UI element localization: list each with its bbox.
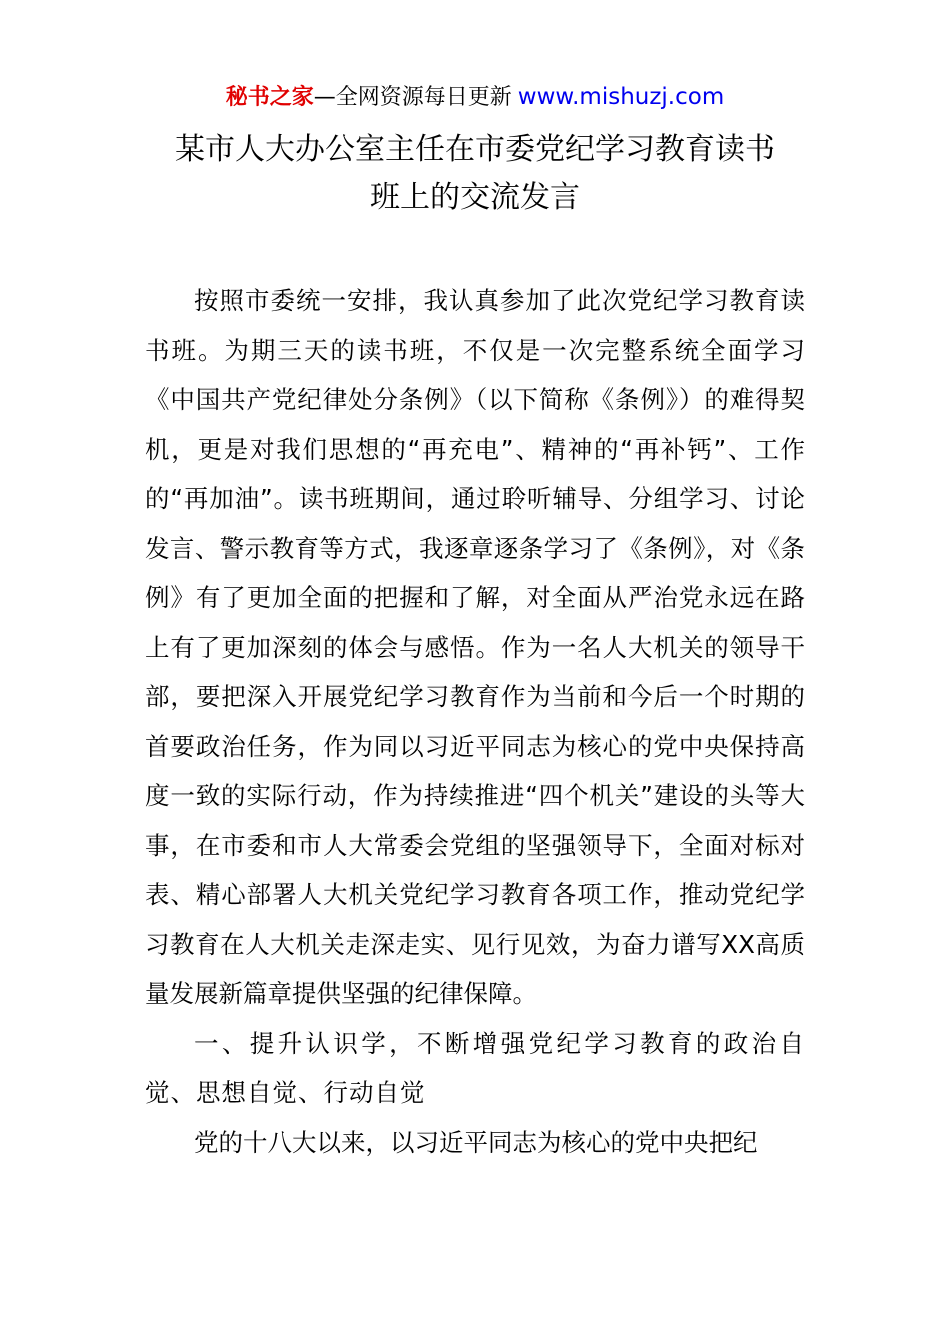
document-body bbox=[145, 276, 805, 1167]
section-heading-1: 一、提升认识学，不断增强党纪学习教育的政治自觉、思想自觉、行动自觉 bbox=[145, 1028, 805, 1107]
body-paragraph-2: 党的十八大以来，以习近平同志为核心的党中央把纪 bbox=[194, 1127, 758, 1157]
site-header bbox=[0, 82, 950, 113]
body-paragraph-1: 按照市委统一安排，我认真参加了此次党纪学习教育读书班。为期三天的读书班，不仅是一次完整系统全面学习《中国共产党纪律处分条例》（以下简称《条例》）的难得契机，更是对我们思想的“再充电”、精神的“再补钙”、工作的“再加油”。读书班期间，通过聆听辅导、分组学习、讨论发言、警示教育等方式，我逐章逐条学习了《条例》，对《条例》有了更加全面的把握和了解，对全面从严治党永远在路上有了更加深刻的体会与感悟。作为一名人大机关的领导干部，要把深入开展党纪学习教育作为当前和今后一个时期的首要政治任务，作为同以习近平同志为核心的党中央保持高度一致的实际行动，作为持续推进“四个机关”建设的头等大事，在市委和市人大常委会党组的坚强领导下，全面对标对表、精心部署人大机关党纪学习教育各项工作，推动党纪学习教育在人大机关走深走实、见行见效，为奋力谱写XX高质量发展新篇章提供坚强的纪律保障。 bbox=[145, 286, 805, 1008]
site-tagline: —全网资源每日更新 bbox=[313, 85, 512, 110]
site-brand: 秘书之家 bbox=[225, 85, 314, 110]
document-title bbox=[0, 126, 950, 222]
title-line-2: 班上的交流发言 bbox=[370, 180, 580, 215]
site-url-link[interactable]: www.mishuzj.com bbox=[517, 84, 725, 110]
title-line-1: 某市人大办公室主任在市委党纪学习教育读书 bbox=[175, 132, 775, 167]
